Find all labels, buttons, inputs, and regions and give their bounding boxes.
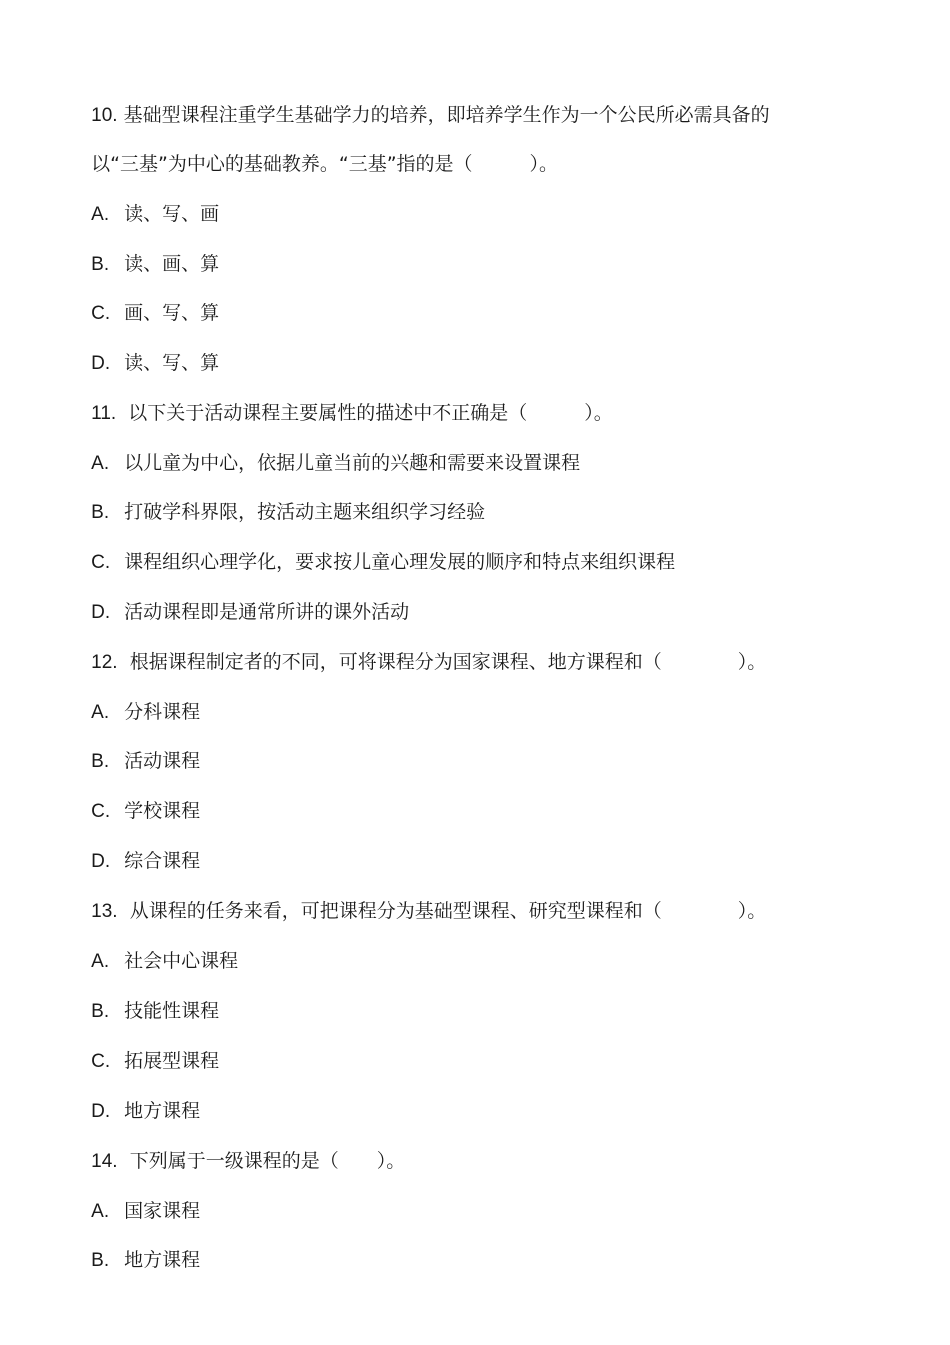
question-number: 12. (91, 652, 118, 673)
question-10-option-d (67, 327, 220, 374)
question-13-option-d (67, 1075, 201, 1122)
option-label: C. (91, 801, 111, 822)
option-label: B. (91, 502, 110, 523)
option-text: 地方课程 (124, 1249, 201, 1271)
question-14-line-1 (67, 1125, 406, 1172)
question-11-option-b (67, 476, 486, 523)
option-text: 画、写、算 (124, 302, 220, 324)
option-label: D. (91, 602, 111, 623)
option-label: A. (91, 1201, 110, 1222)
option-label: D. (91, 1101, 111, 1122)
option-text: 打破学科界限，按活动主题来组织学习经验 (124, 501, 486, 523)
option-text: 分科课程 (124, 701, 201, 723)
question-11-option-a (67, 427, 581, 474)
question-number: 13. (91, 901, 118, 922)
question-12-option-d (67, 825, 201, 872)
question-number: 11. (91, 403, 117, 424)
question-13-option-c (67, 1025, 220, 1072)
question-13-option-b (67, 975, 220, 1022)
question-number: 10. (91, 105, 118, 126)
option-text: 综合课程 (124, 850, 201, 872)
option-text: 地方课程 (124, 1100, 201, 1122)
question-text: 从课程的任务来看，可把课程分为基础型课程、研究型课程和（ ）。 (129, 900, 767, 922)
question-text: 以下关于活动课程主要属性的描述中不正确是（ ）。 (128, 402, 613, 424)
option-label: D. (91, 353, 111, 374)
question-text: 下列属于一级课程的是（ ）。 (129, 1150, 406, 1172)
question-14-option-a (67, 1175, 201, 1222)
option-text: 技能性课程 (124, 1000, 220, 1022)
question-text: 以“三基”为中心的基础教养。“三基”指的是（ ）。 (91, 153, 559, 175)
question-14-option-b (67, 1224, 201, 1271)
option-text: 学校课程 (124, 800, 201, 822)
option-text: 读、画、算 (124, 253, 220, 275)
option-label: A. (91, 702, 110, 723)
option-label: A. (91, 951, 110, 972)
option-text: 社会中心课程 (124, 950, 239, 972)
question-text: 根据课程制定者的不同，可将课程分为国家课程、地方课程和（ ）。 (129, 651, 767, 673)
question-12-option-b (67, 725, 201, 772)
question-12-option-a (67, 676, 201, 723)
question-11-option-d (67, 576, 410, 623)
question-10-option-a (67, 178, 220, 225)
question-10-option-c (67, 277, 220, 324)
option-label: C. (91, 303, 111, 324)
option-text: 活动课程即是通常所讲的课外活动 (124, 601, 410, 623)
option-label: B. (91, 1001, 110, 1022)
option-label: C. (91, 1051, 111, 1072)
option-label: A. (91, 453, 110, 474)
option-label: C. (91, 552, 111, 573)
question-11-line-1 (67, 377, 613, 424)
question-10-option-b (67, 228, 220, 275)
option-label: B. (91, 254, 110, 275)
question-13-option-a (67, 925, 239, 972)
question-10-line-1 (67, 79, 770, 126)
question-12-line-1 (67, 626, 767, 673)
question-13-line-1 (67, 875, 767, 922)
option-text: 读、写、画 (124, 203, 220, 225)
question-12-option-c (67, 775, 201, 822)
question-10-line-2 (67, 128, 559, 175)
question-11-option-c (67, 526, 676, 573)
option-text: 国家课程 (124, 1200, 201, 1222)
option-label: A. (91, 204, 110, 225)
option-label: B. (91, 751, 110, 772)
question-text: 基础型课程注重学生基础学力的培养，即培养学生作为一个公民所必需具备的 (123, 104, 770, 126)
option-text: 读、写、算 (124, 352, 220, 374)
option-label: D. (91, 851, 111, 872)
question-number: 14. (91, 1151, 118, 1172)
option-label: B. (91, 1250, 110, 1271)
option-text: 以儿童为中心，依据儿童当前的兴趣和需要来设置课程 (124, 452, 581, 474)
option-text: 活动课程 (124, 750, 201, 772)
option-text: 拓展型课程 (124, 1050, 220, 1072)
option-text: 课程组织心理学化，要求按儿童心理发展的顺序和特点来组织课程 (124, 551, 676, 573)
